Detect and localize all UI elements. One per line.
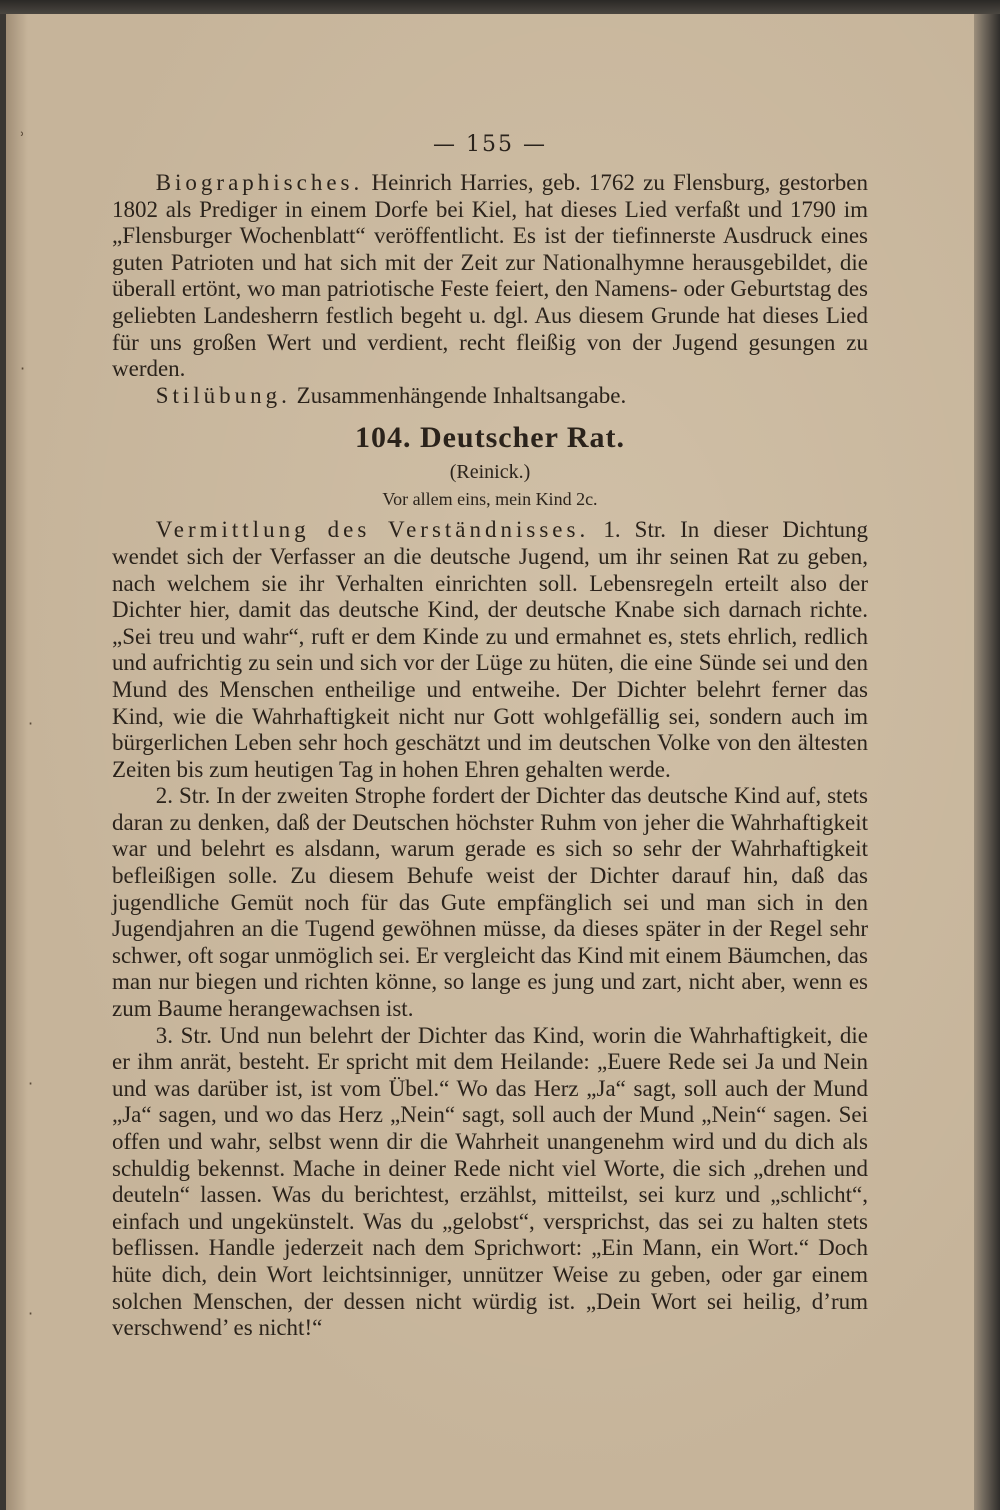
body-text [112,170,868,1342]
poem-first-line: Vor allem eins, mein Kind 2c. [382,489,598,510]
section-title: 104. Deutscher Rat. [354,421,626,455]
bio-label: Biographisches. [155,170,364,195]
stil-paragraph [112,383,868,410]
vermittlung-paragraph [112,517,868,783]
strophe2-paragraph: 2. Str. In der zweiten Strophe fordert der Dichter das deutsche Kind auf, stets daran zu denken, daß der Deutschen höchster Ruhm von jeher die Wahrhaftigkeit war und belehrt es alsdann, warum gerade es sich so sehr der Wahrhaftigkeit befleißigen solle. Zu diesem Behufe weist der Dichter darauf hin, daß das jugendliche Gemüt noch für das Gute empfänglich sei und man sich in den Jugendjahren an die Tugend gewöhnen müsse, da dieses später in der Regel sehr schwer, oft sogar unmöglich sei. Er vergleicht das Kind mit einem Bäumchen, das man nur biegen und richten könne, so lange es jung und zart, nicht aber, wenn es zum Baume herangewachsen ist. [112,783,868,1022]
page-number: — 155 — [433,132,547,157]
stil-text: Zusammenhängende Inhaltsangabe. [296,382,627,408]
page-edge [974,14,1000,1510]
section-author: (Reinick.) [449,461,531,484]
vermittlung-text: 1. Str. In dieser Dichtung wendet sich der Verfasser an die deutsche Jugend, um ihr seinen Rat zu geben, nach welchem sie ihr Verhalten einrichten soll. Lebensregeln erteilt also der Dichter hier, damit das deutsche Kind, der deutsche Knabe sich darnach richte. „Sei treu und wahr“, ruft er dem Kinde zu und ermahnet es, stets ehrlich, redlich und aufrichtig zu sein und sich vor der Lüge zu hüten, die eine Sünde sei und den Mund des Menschen entheilige und entweihe. Der Dichter belehrt ferner das Kind, wie die Wahrhaftigkeit nicht nur Gott wohlgefällig sei, sondern auch im bürgerlichen Leben sehr hoch geschätzt und im deutschen Volke von den ältesten Zeiten bis zum heutigen Tag in hohen Ehren gehalten werde. [112,517,868,782]
bio-text: Heinrich Harries, geb. 1762 zu Flensburg, gestorben 1802 als Prediger in einem Dorfe bei Kiel, hat dieses Lied verfaßt und 1790 im „Flensburger Wochenblatt“ veröffentlicht. Es ist der tiefinnerste Ausdruck eines guten Patrioten und hat sich mit der Zeit zur Nationalhymne herausgebildet, die überall ertönt, wo man patriotische Feste feiert, den Namens- oder Geburtstag des geliebten Landesherrn festlich begeht u. dgl. Aus diesem Grunde hat dieses Lied für uns großen Wert und verdient, recht fleißig von der Jugend gesungen zu werden. [112,170,868,382]
margin-speck: · [28,714,34,733]
margin-speck: · [20,359,26,378]
strophe3-paragraph: 3. Str. Und nun belehrt der Dichter das Kind, worin die Wahrhaftigkeit, die er ihm anrät, besteht. Er spricht mit dem Heilande: „Euere Rede sei Ja und Nein und was darüber ist, ist vom Übel.“ Wo das Herz „Ja“ sagt, soll auch der Mund „Ja“ sagen, und wo das Herz „Nein“ sagt, soll auch der Mund „Nein“ sagen. Sei offen und wahr, selbst wenn dir die Wahrheit unangenehm wird und du dich als schuldig bekennst. Mache in deiner Rede nicht viel Worte, die sich „drehen und deuteln“ lassen. Was du berichtest, erzählst, mitteilst, sei kurz und „schlicht“, einfach und ungekünstelt. Was du „gelobst“, versprichst, das sei zu halten stets beflissen. Handle jederzeit nach dem Sprichwort: „Ein Mann, ein Wort.“ Doch hüte dich, dein Wort leichtsinniger, unnützer Weise zu geben, oder gar einem solchen Menschen, der dessen nicht würdig ist. „Dein Wort sei heilig, d’rum verschwend’ es nicht!“ [112,1022,868,1341]
binding-shadow [0,0,1000,14]
margin-speck: ʾ [20,129,25,148]
margin-speck: · [28,1304,34,1323]
bio-paragraph [112,170,868,383]
vermittlung-label: Vermittlung des Verständnisses. [155,517,590,543]
stil-label: Stilübung. [155,382,291,408]
margin-speck: · [28,1074,34,1093]
